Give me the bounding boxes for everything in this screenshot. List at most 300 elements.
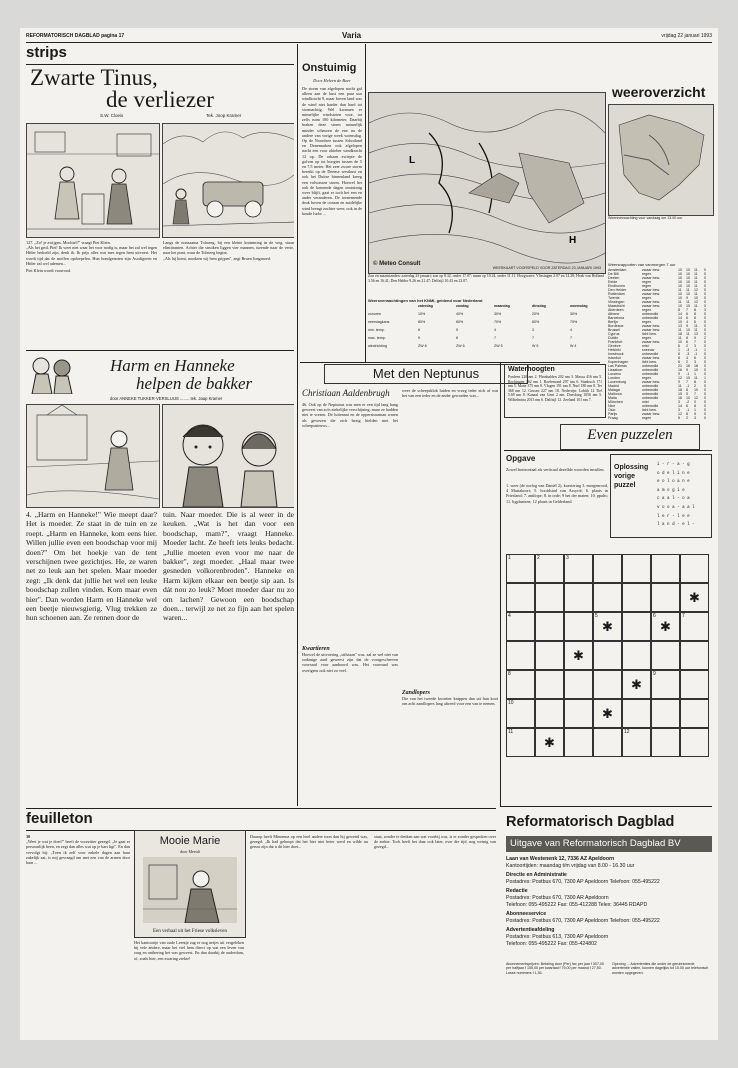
rd-redactie-1: Postadres: Postbus 670, 7300 AR Apeldoorn bbox=[506, 894, 609, 901]
comic-panel-3 bbox=[26, 404, 160, 508]
city-cell: 1 bbox=[704, 376, 706, 380]
crossword-cell[interactable] bbox=[680, 554, 709, 583]
city-cell: 6 bbox=[686, 340, 688, 344]
onstuimig-byline: Door Heleen de Boer bbox=[313, 78, 351, 83]
city-cell: 0 bbox=[704, 292, 706, 296]
forecast-cell: 7 bbox=[532, 336, 534, 340]
city-cell: 0 bbox=[704, 304, 706, 308]
crossword-cell[interactable] bbox=[564, 670, 593, 699]
harm-text-left: 4. „Harm en Hanneke!" Wie meept daar? Het is moeder. Ze staat in de tuin en ze roept. „Harm en Hanneke, kom eens hier. Willen jullie even een boodschap voor mij doen?" Om het hoekje van de tent verschijnen twee gezichtjes. He, ze waren net zo leuk aan het spelen. Maar moeder zegt: „Ik denk dat jullie het wel een leuke boodschap zullen vinden. Kom maar even hier". Dan worden Harm en Hanneke wel een beetje nieuwsgierig. Vlug trekken ze hun schoenen aan. Ze rennen door de bbox=[26, 510, 157, 623]
city-cell: 10 bbox=[686, 272, 690, 276]
puzzel-title: Even puzzelen bbox=[587, 427, 673, 443]
strip-text-right bbox=[163, 240, 294, 346]
city-cell: 8 bbox=[678, 356, 680, 360]
crossword-cell[interactable] bbox=[651, 728, 680, 757]
city-cell: 7 bbox=[686, 308, 688, 312]
city-cell: Aberdeen bbox=[608, 308, 624, 312]
city-cell: 0 bbox=[704, 416, 706, 420]
city-cell: 2 bbox=[704, 336, 706, 340]
crossword-cell[interactable] bbox=[622, 699, 651, 728]
city-cell: 8 bbox=[686, 412, 688, 416]
isobar-map-icon bbox=[369, 93, 605, 273]
city-cell: onbewolkt bbox=[642, 392, 659, 396]
crossword-number: 2 bbox=[537, 555, 540, 561]
city-cell: onbewolkt bbox=[642, 372, 659, 376]
city-cell: regen bbox=[642, 272, 652, 276]
city-cell: 3 bbox=[694, 360, 696, 364]
city-cell: 10 bbox=[686, 328, 690, 332]
city-cell: Rotterdam bbox=[608, 292, 625, 296]
city-cell: Dublin bbox=[608, 336, 619, 340]
city-cell: 0 bbox=[704, 392, 706, 396]
city-cell: 0 bbox=[704, 360, 706, 364]
city-cell: Mallorca bbox=[608, 392, 622, 396]
city-cell: 0 bbox=[704, 408, 706, 412]
crossword-cell[interactable] bbox=[535, 583, 564, 612]
forecast-cell: zaterdag bbox=[418, 304, 433, 308]
city-cell: onbewolkt bbox=[642, 384, 659, 388]
side-caption: Weersverwachting voor vandaag om 13.00 uur bbox=[608, 216, 683, 220]
crossword-cell[interactable] bbox=[651, 554, 680, 583]
harm-subtitle: helpen de bakker bbox=[136, 374, 253, 393]
city-cell: -1 bbox=[686, 384, 690, 388]
city-cell: 10 bbox=[678, 284, 682, 288]
crossword-number: 3 bbox=[566, 555, 569, 561]
crossword-cell[interactable] bbox=[593, 728, 622, 757]
crossword-cell[interactable] bbox=[680, 641, 709, 670]
crossword-cell[interactable] bbox=[564, 554, 593, 583]
forecast-cell: neerslagkans bbox=[368, 320, 390, 324]
city-cell: Amsterdam bbox=[608, 268, 627, 272]
city-cell: zwaar bew. bbox=[642, 412, 660, 416]
city-cell: Den Helder bbox=[608, 288, 627, 292]
city-cell: Locarno bbox=[608, 372, 621, 376]
city-cell: 11 bbox=[694, 272, 698, 276]
city-cell: 10 bbox=[694, 388, 698, 392]
forecast-cell: 60% bbox=[456, 320, 464, 324]
city-cell: 10 bbox=[678, 292, 682, 296]
forecast-cell: min. temp. bbox=[368, 328, 385, 332]
rd-hours: Kantoortijden: maandag t/m vrijdag van 8.00 - 16.30 uur bbox=[506, 862, 635, 869]
crossword-number: 11 bbox=[508, 729, 514, 735]
rd-directie-title: Directie en Administratie bbox=[506, 872, 567, 879]
city-cell: 8 bbox=[694, 316, 696, 320]
asterisk-icon: ✱ bbox=[573, 648, 584, 663]
forecast-cell: 70% bbox=[570, 320, 578, 324]
city-cell: 16 bbox=[678, 396, 682, 400]
city-cell: 0 bbox=[694, 400, 696, 404]
city-cell: 0 bbox=[704, 324, 706, 328]
city-cell: Maastricht bbox=[608, 304, 625, 308]
city-cell: 12 bbox=[694, 288, 698, 292]
mooie-title: Mooie Marie bbox=[159, 835, 221, 847]
city-cell: 4 bbox=[686, 320, 688, 324]
city-cell: onbewolkt bbox=[642, 352, 659, 356]
col-divider-2 bbox=[365, 44, 366, 362]
city-cell: 2 bbox=[686, 344, 688, 348]
city-cell: 13 bbox=[678, 324, 682, 328]
rd-abonnee: Postadres: Postbus 670, 7300 AP Apeldoorn Telefoon: 055-495222 bbox=[506, 917, 660, 924]
city-cell: 11 bbox=[694, 268, 698, 272]
city-cell: 18 bbox=[694, 364, 698, 368]
crossword-cell[interactable] bbox=[651, 612, 680, 641]
city-cell: 10 bbox=[686, 304, 690, 308]
forecast-cell: 5 bbox=[456, 328, 458, 332]
city-cell: 12 bbox=[678, 412, 682, 416]
puzzel-rule bbox=[504, 450, 712, 451]
city-cell: regen bbox=[642, 280, 652, 284]
header-date: vrijdag 22 januari 1993 bbox=[661, 33, 712, 39]
city-cell: 6 bbox=[686, 316, 688, 320]
city-cell: 4 bbox=[686, 356, 688, 360]
feuilleton-col-4: staat, zonder te denken aan wat voorbij was, is er zonder gesproken over de ziekte. Toch heeft het daar ook later, over die tijd, nog weinig van gezegd... bbox=[374, 834, 496, 850]
forecast-cell: 70% bbox=[494, 320, 502, 324]
city-cell: -2 bbox=[686, 400, 690, 404]
city-cell: mist bbox=[642, 400, 649, 404]
crossword-grid bbox=[506, 554, 712, 804]
crossword-cell[interactable] bbox=[593, 699, 622, 728]
city-cell: regen bbox=[642, 376, 652, 380]
crossword-cell[interactable] bbox=[535, 554, 564, 583]
city-cell: 11 bbox=[678, 336, 682, 340]
city-cell: 7 bbox=[694, 340, 696, 344]
city-cell: 10 bbox=[678, 304, 682, 308]
city-cell: zwaar bew. bbox=[642, 300, 660, 304]
crossword-number: 1 bbox=[508, 555, 511, 561]
comic-drawing-1 bbox=[27, 124, 159, 237]
city-cell: 11 bbox=[694, 280, 698, 284]
forecast-cell: 20% bbox=[532, 312, 540, 316]
harm-text-right: tuin. Naar moeder. Die is al weer in de keuken. „Wat is het dan voor een boodschap, mam?", vraagt Hanneke. Moeder lacht. Ze heeft iets leuks bedacht. „Jullie moeten even voor me naar de bakker", zegt moeder. „Haal maar twee gesneden volkorenbroden". Hanneke en Harm kijken elkaar een beetje sip aan. Is dát nou zo leuk? Moet moeder daar nu zo om lachen? Gewoon een boodschap doen... terwijl ze net zo fijn aan het spelen waren... bbox=[163, 510, 294, 623]
oplossing-row: i - r - a - g bbox=[657, 463, 690, 467]
city-cell: zwaar bew. bbox=[642, 268, 660, 272]
cities-table bbox=[608, 268, 712, 420]
asterisk-icon: ✱ bbox=[660, 619, 671, 634]
crossword-cell[interactable] bbox=[535, 641, 564, 670]
crossword-cell[interactable] bbox=[651, 641, 680, 670]
city-cell: 0 bbox=[704, 312, 706, 316]
crossword-cell[interactable] bbox=[593, 554, 622, 583]
crossword-cell[interactable] bbox=[506, 641, 535, 670]
city-cell: 10 bbox=[678, 276, 682, 280]
city-cell: 15 bbox=[678, 392, 682, 396]
city-cell: -1 bbox=[686, 372, 690, 376]
city-cell: 10 bbox=[686, 268, 690, 272]
strip-text-b: Langs de nonzaama Tolsteeg, bij een kleine kromming in de weg, staan elimitranten. Achter die struiken liggen vier mannen, turende naar de verte, naar het punt, waar de Tolsteeg begint. bbox=[163, 240, 294, 256]
oplossing-row: v o o a - a a l bbox=[657, 505, 695, 510]
feuilleton-col-1-text: „Weet je wat je doet?" heeft de voorzitter gezegd. „Je gaat er persoonlijk heen, en zegt dan alles wat op je hart ligt". En dan vervolgt hij: „Toen ik zelf voor enkele dagen aan haar zakelijk zat, is mij gevraagd om met een van de armen door haar ... bbox=[26, 839, 130, 866]
city-cell: zwaar bew. bbox=[642, 304, 660, 308]
feuilleton-col-3: Daarop heeft Minnema op een heel andere toon dan hij gewend was, gezegd: „Ik had gehoopt dat het hier niet beter werd en wilde nu gerust zijn dat u dit hier doet... bbox=[250, 834, 368, 850]
europe-map-icon bbox=[609, 105, 713, 215]
crossword-cell[interactable] bbox=[651, 583, 680, 612]
strip-text-d: Piet Klein wordt voorrood. bbox=[26, 268, 72, 274]
city-cell: 11 bbox=[678, 328, 682, 332]
crossword-cell[interactable] bbox=[535, 612, 564, 641]
city-cell: 0 bbox=[704, 344, 706, 348]
comic-drawing-4 bbox=[163, 405, 294, 507]
mooie-author: door Meeuli bbox=[180, 849, 200, 854]
city-cell: 1 bbox=[678, 348, 680, 352]
city-cell: zwaar bew. bbox=[642, 292, 660, 296]
city-cell: 11 bbox=[694, 276, 698, 280]
city-cell: 0 bbox=[704, 316, 706, 320]
crossword-cell[interactable] bbox=[593, 641, 622, 670]
city-cell: zwaar bew. bbox=[642, 324, 660, 328]
side-weather-map bbox=[608, 104, 714, 216]
forecast-cell: maandag bbox=[494, 304, 510, 308]
crossword-cell[interactable] bbox=[535, 670, 564, 699]
crossword-number: 7 bbox=[682, 613, 685, 619]
forecast-cell: zonuren bbox=[368, 312, 381, 316]
crossword-cell[interactable] bbox=[535, 699, 564, 728]
city-cell: 0 bbox=[704, 396, 706, 400]
city-cell: 10 bbox=[686, 376, 690, 380]
city-cell: Innsbruck bbox=[608, 352, 624, 356]
forecast-cell: 3 bbox=[532, 328, 534, 332]
forecast-cell: W 5 bbox=[532, 344, 539, 348]
city-cell: 11 bbox=[686, 288, 690, 292]
city-cell: Lissabon bbox=[608, 368, 623, 372]
svg-text:H: H bbox=[569, 235, 577, 246]
crossword-cell[interactable] bbox=[506, 554, 535, 583]
city-cell: 0 bbox=[704, 280, 706, 284]
rd-directie: Postadres: Postbus 670, 7300 AP Apeldoorn Telefoon: 055-495222 bbox=[506, 878, 660, 885]
forecast-cell: 30% bbox=[494, 312, 502, 316]
harm-kids-icon bbox=[26, 354, 80, 394]
mooie-illustration bbox=[143, 857, 237, 923]
city-cell: 6 bbox=[678, 416, 680, 420]
city-cell: -3 bbox=[686, 348, 690, 352]
city-cell: 8 bbox=[694, 404, 696, 408]
city-cell: 10 bbox=[678, 268, 682, 272]
neptunus-title: Met den Neptunus bbox=[372, 366, 480, 381]
city-cell: 8 bbox=[694, 308, 696, 312]
city-cell: 2 bbox=[686, 360, 688, 364]
city-cell: onbewolkt bbox=[642, 364, 659, 368]
onstuimig-body: De storm van afgelopen nacht gaf alleen aan de kust een paar uur windkracht 9, maar boven land was de wind niet harder dan hard tot stormachtig. Wel kwamen er mimelijke windstoten voor, tot zelfs ruim 100 kilometer. Daarbij braken deze storm natuurlijk minder scheuren de ene na de andere van vorige week woensdag. Op de Noordzee tussen Schotland en Denemarken ook afgelopen nacht een voor oktober windkracht 12 op. De orkaan zwiepte de golven op tot hoogtes tussen de 5 en 7,5 meter. Het zeer zware storm bereikt op de Deense westkust en ook het Duitse binnenland kreeg een volwassen storm. Hoewel het ook de komende dagen onstuimig weer blijft, gaat er toch het een en ander veranderen. De toenemende druk boven de oceaan en zuidelijke wind brengt zachter weer, ook in de koude lucht ... bbox=[302, 86, 362, 216]
city-cell: 12 bbox=[694, 396, 698, 400]
forecast-cell: woensdag bbox=[570, 304, 588, 308]
crossword-cell[interactable] bbox=[506, 670, 535, 699]
asterisk-icon: ✱ bbox=[544, 735, 555, 750]
sun-moon-text: Zon en maanstanden: zaterdag 23 januari; zon op 8.32, onder 17.07; maan op 10.24, onder 11.11. Hoogwater: Vlissingen 2.07 en 14.28; Hoek van Holland 3.56 en 16.41; Den Helder 9.26 en 21.47; Delfzijl 10.43 en 23.07. bbox=[368, 274, 604, 283]
city-cell: 0 bbox=[704, 268, 706, 272]
city-cell: 9 bbox=[694, 336, 696, 340]
neptunus-col-right bbox=[402, 388, 498, 806]
crossword-cell[interactable] bbox=[680, 699, 709, 728]
city-cell: 0 bbox=[704, 328, 706, 332]
crossword-number: 9 bbox=[653, 671, 656, 677]
city-cell: 8 bbox=[694, 312, 696, 316]
city-cell: 11 bbox=[694, 292, 698, 296]
crossword-cell[interactable] bbox=[593, 670, 622, 699]
harm-credit: door ANNEKE TUKKER-VERSLUIJS ........ tek. Jaap Kramer bbox=[110, 396, 223, 401]
city-cell: zwaar bew. bbox=[642, 328, 660, 332]
crossword-cell[interactable] bbox=[564, 612, 593, 641]
city-cell: 8 bbox=[686, 336, 688, 340]
crossword-cell[interactable] bbox=[564, 699, 593, 728]
crossword-cell[interactable] bbox=[622, 583, 651, 612]
svg-text:L: L bbox=[409, 155, 416, 166]
forecast-cell: zondag bbox=[456, 304, 469, 308]
city-cell: 10 bbox=[686, 396, 690, 400]
weer-title: weeroverzicht bbox=[612, 84, 706, 100]
crossword-number: 10 bbox=[508, 700, 514, 706]
crossword-cell[interactable] bbox=[593, 612, 622, 641]
waterhoogten-title: Waterhoogten bbox=[508, 366, 555, 373]
crossword-cell[interactable] bbox=[680, 612, 709, 641]
city-cell: 0 bbox=[704, 284, 706, 288]
asterisk-icon: ✱ bbox=[602, 706, 613, 721]
city-cell: 10 bbox=[678, 320, 682, 324]
city-cell: 8 bbox=[694, 380, 696, 384]
city-cell: 11 bbox=[694, 304, 698, 308]
crossword-cell[interactable] bbox=[564, 728, 593, 757]
city-cell: Barcelona bbox=[608, 316, 625, 320]
mooie-marie-box bbox=[134, 830, 246, 938]
rd-small-left: Abonnementsprijzen: Betaling door (Per) fax per jaar f 307,00 per halfjaar f 155,00 per kwartaal f 79,00 per maand f 27,50. Losse nummers f 1,35. bbox=[506, 962, 604, 975]
crossword-cell[interactable] bbox=[564, 641, 593, 670]
forecast-cell: W 4 bbox=[570, 344, 577, 348]
rd-publisher: Uitgave van Reformatorisch Dagblad BV bbox=[510, 838, 681, 849]
strip-title-2: de verliezer bbox=[106, 87, 214, 112]
city-cell: licht bew. bbox=[642, 360, 657, 364]
city-cell: Helsinki bbox=[608, 348, 621, 352]
city-cell: 1 bbox=[694, 408, 696, 412]
crossword-cell[interactable] bbox=[651, 699, 680, 728]
city-cell: 6 bbox=[678, 360, 680, 364]
crossword-cell[interactable] bbox=[622, 670, 651, 699]
neptunus-col-left bbox=[302, 402, 398, 806]
city-cell: De Bilt bbox=[608, 272, 619, 276]
rd-redactie-2: Telefoon: 055-495222 Fax: 055-412288 Telex: 36445 RDAPD bbox=[506, 901, 648, 908]
city-cell: regen bbox=[642, 296, 652, 300]
crossword-cell[interactable] bbox=[680, 728, 709, 757]
city-cell: onbewolkt bbox=[642, 388, 659, 392]
city-cell: 6 bbox=[686, 312, 688, 316]
crossword-number: 12 bbox=[624, 729, 630, 735]
city-cell: 0 bbox=[704, 300, 706, 304]
city-cell: 0 bbox=[704, 340, 706, 344]
city-cell: regen bbox=[642, 284, 652, 288]
rd-advert-title: Advertentieafdeling bbox=[506, 927, 555, 934]
crossword-cell[interactable] bbox=[680, 583, 709, 612]
crossword-number: 5 bbox=[595, 613, 598, 619]
feuilleton-col-2: Het kantoortje van oude Leentje zag er nog netjes uit vergeleken bij vele andere, maar het viel hem direct op wat een leven van zorg en ontbering het was geweest. En dan daarbij de ouderdom, of, zoals hier, een zwaring ziekte! bbox=[134, 940, 244, 961]
crossword-cell[interactable] bbox=[622, 641, 651, 670]
city-cell: 3 bbox=[704, 308, 706, 312]
crossword-cell[interactable] bbox=[506, 612, 535, 641]
city-cell: 10 bbox=[686, 280, 690, 284]
forecast-table bbox=[368, 304, 604, 358]
city-cell: 12 bbox=[678, 376, 682, 380]
forecast-cell: dinsdag bbox=[532, 304, 546, 308]
comic-panel-4 bbox=[162, 404, 294, 508]
rd-top-rule bbox=[500, 806, 712, 807]
col-divider-3 bbox=[500, 362, 501, 806]
city-cell: 0 bbox=[704, 272, 706, 276]
city-cell: -1 bbox=[686, 408, 690, 412]
city-cell: 7 bbox=[686, 380, 688, 384]
strip-caption-127: 127. „Zo! je zwijgen, Mochiel?" vraagt Piet Klein. bbox=[26, 240, 111, 245]
city-cell: sneeuw bbox=[642, 348, 655, 352]
crossword-cell[interactable] bbox=[680, 670, 709, 699]
city-cell: 7 bbox=[694, 392, 696, 396]
city-cell: 0 bbox=[704, 296, 706, 300]
forecast-cell: 40% bbox=[456, 312, 464, 316]
forecast-cell: 9 bbox=[418, 336, 420, 340]
onstuimig-section bbox=[302, 62, 362, 362]
city-cell: 0 bbox=[704, 332, 706, 336]
city-cell: 9 bbox=[686, 324, 688, 328]
comic-drawing-3 bbox=[27, 405, 159, 507]
strip-author: S.W. Cloeis bbox=[100, 113, 124, 118]
rd-colophon bbox=[506, 856, 712, 1036]
city-cell: 10 bbox=[678, 296, 682, 300]
oplossing-row: c a a l - o a bbox=[657, 497, 690, 502]
city-cell: Madrid bbox=[608, 384, 619, 388]
city-cell: Londen bbox=[608, 376, 620, 380]
city-cell: 0 bbox=[704, 352, 706, 356]
harm-rule bbox=[26, 350, 294, 351]
crossword-cell[interactable] bbox=[622, 728, 651, 757]
oplossing-row: o d e l i n e bbox=[657, 471, 690, 476]
city-cell: regen bbox=[642, 416, 652, 420]
crossword-cell[interactable] bbox=[506, 583, 535, 612]
city-cell: 0 bbox=[704, 400, 706, 404]
city-cell: 16 bbox=[678, 368, 682, 372]
oplossing-row: l a n d - e l - bbox=[657, 523, 695, 528]
rd-abonnee-title: Abonneeservice bbox=[506, 911, 547, 918]
crossword-cell[interactable] bbox=[651, 670, 680, 699]
city-cell: 10 bbox=[686, 284, 690, 288]
city-cell: 11 bbox=[694, 324, 698, 328]
city-cell: licht bew. bbox=[642, 408, 657, 412]
crossword-cell[interactable] bbox=[622, 612, 651, 641]
city-cell: onbewolkt bbox=[642, 396, 659, 400]
city-cell: 18 bbox=[678, 332, 682, 336]
comic-drawing-2 bbox=[163, 124, 294, 237]
city-cell: regen bbox=[642, 320, 652, 324]
crossword-cell[interactable] bbox=[564, 583, 593, 612]
oplossing-row: a m o g i e bbox=[657, 488, 685, 493]
city-cell: Malta bbox=[608, 396, 617, 400]
crossword-cell[interactable] bbox=[535, 728, 564, 757]
crossword-cell[interactable] bbox=[506, 699, 535, 728]
header-section: Varia bbox=[342, 31, 362, 40]
forecast-cell: 6 bbox=[418, 328, 420, 332]
crossword-cell[interactable] bbox=[593, 583, 622, 612]
city-cell: 14 bbox=[678, 316, 682, 320]
city-cell: onbewolkt bbox=[642, 404, 659, 408]
city-cell: 10 bbox=[678, 340, 682, 344]
city-cell: onbewolkt bbox=[642, 316, 659, 320]
forecast-cell: ZW 8 bbox=[418, 344, 427, 348]
crossword-cell[interactable] bbox=[506, 728, 535, 757]
city-cell: Las Palmas bbox=[608, 364, 627, 368]
city-cell: 11 bbox=[694, 328, 698, 332]
forecast-cell: 4 bbox=[570, 328, 572, 332]
city-cell: 0 bbox=[704, 356, 706, 360]
city-cell: 0 bbox=[704, 384, 706, 388]
city-cell: -1 bbox=[694, 348, 698, 352]
city-cell: 1 bbox=[704, 348, 706, 352]
crossword-cell[interactable] bbox=[622, 554, 651, 583]
map-credit: © Meteo Consult bbox=[373, 261, 421, 267]
city-cell: 0 bbox=[704, 320, 706, 324]
city-cell: Brussel bbox=[608, 328, 620, 332]
